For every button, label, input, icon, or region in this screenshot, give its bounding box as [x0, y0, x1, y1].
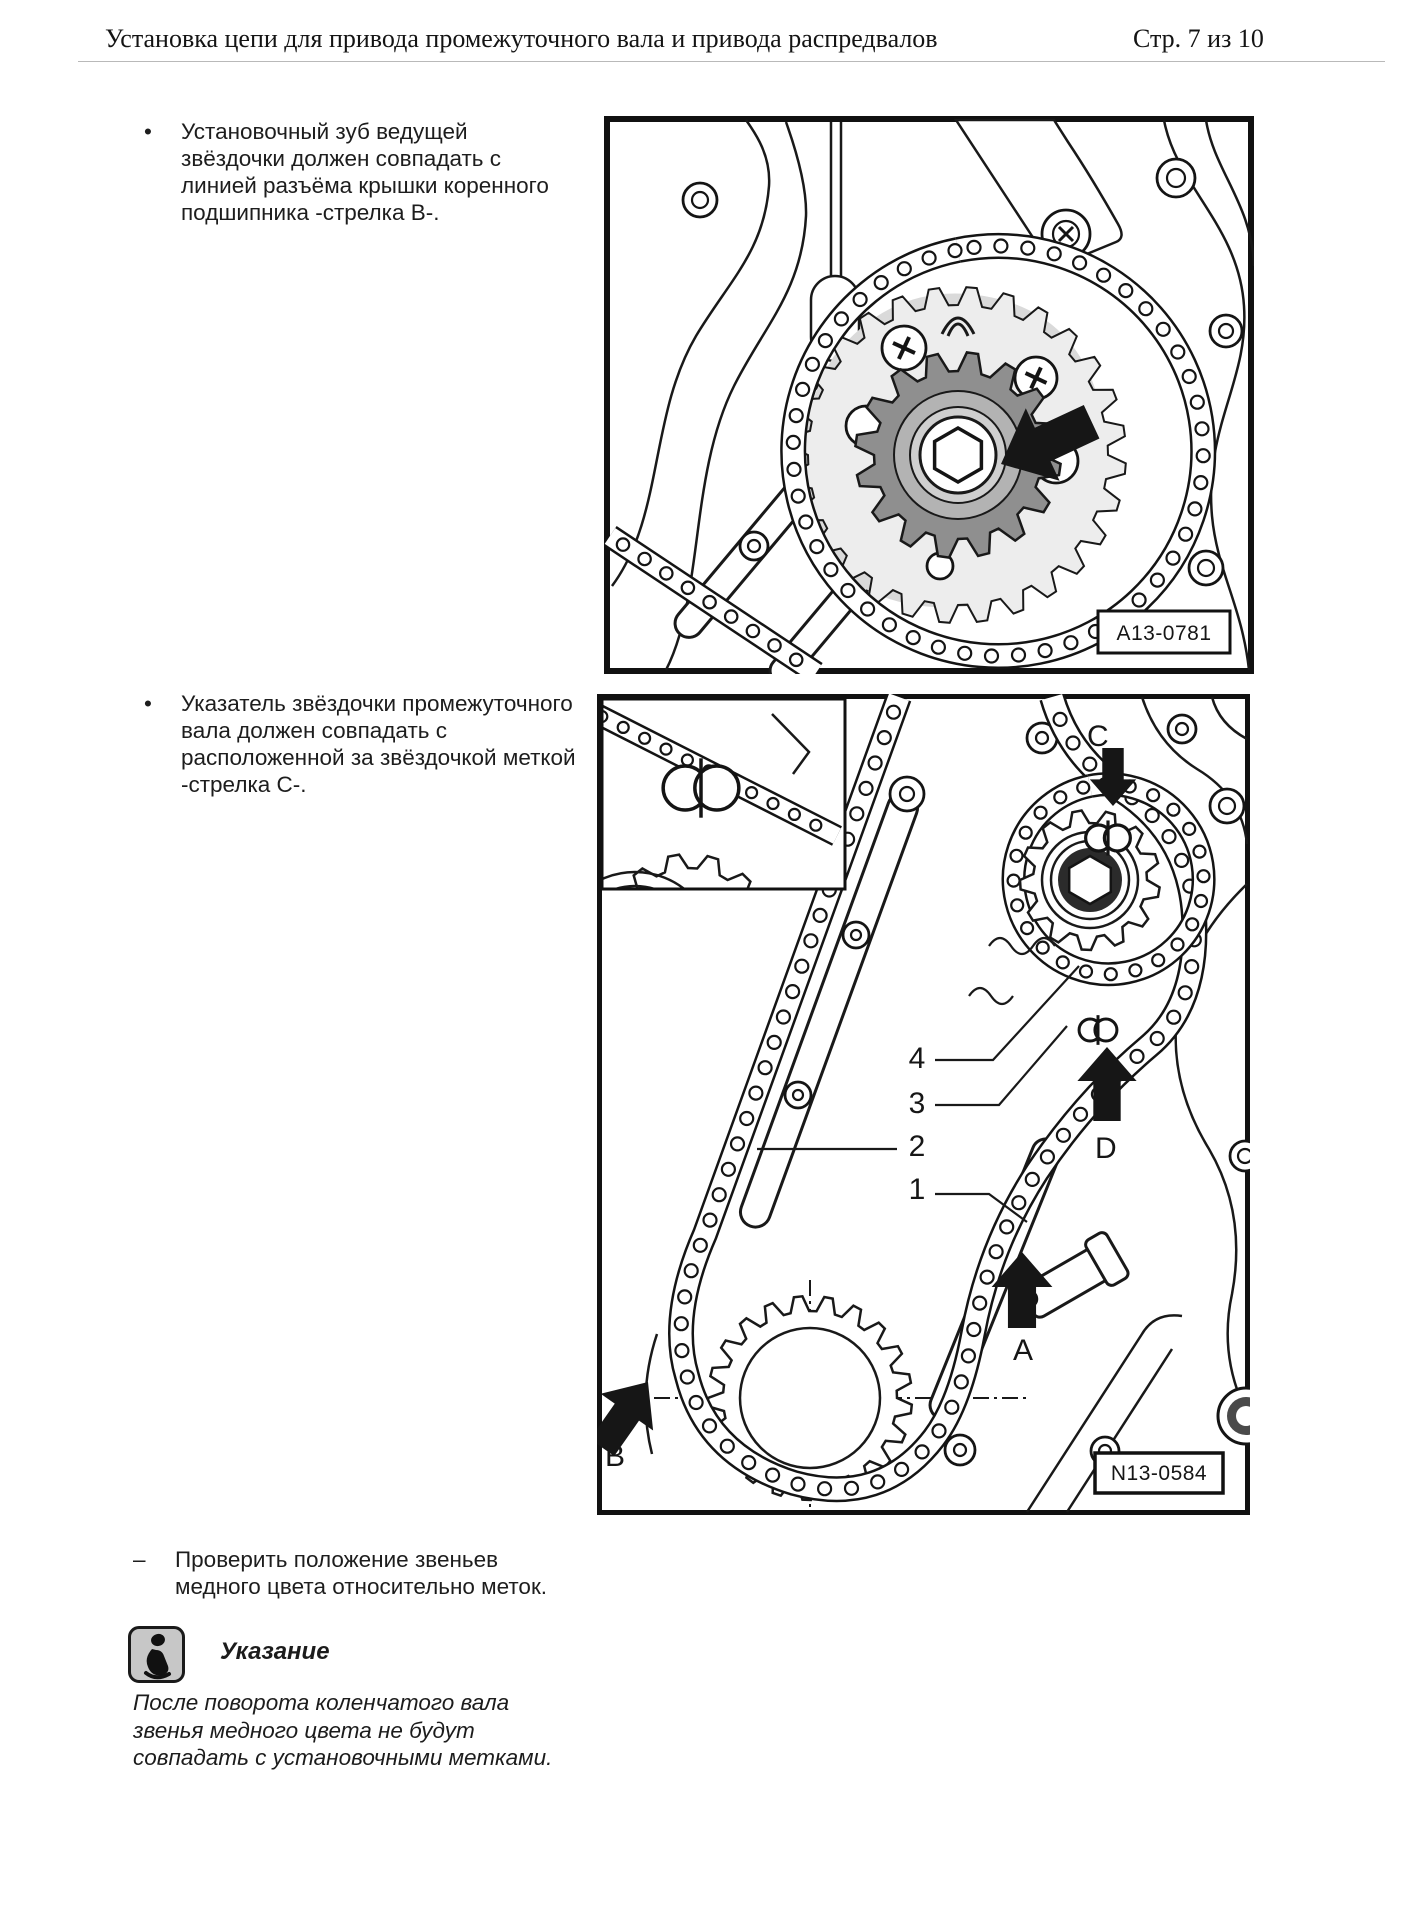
- callout-d-label: D: [1095, 1132, 1117, 1165]
- bullet-marker: •: [144, 119, 152, 144]
- page-number: Стр. 7 из 10: [1133, 24, 1264, 53]
- figure-a13-0781: [604, 116, 1254, 674]
- dash-line: медного цвета относительно меток.: [175, 1574, 548, 1599]
- callout-a-label: A: [1013, 1334, 1034, 1367]
- bullet-item: [181, 690, 576, 798]
- figure-id-label: A13-0781: [1116, 622, 1212, 645]
- info-figure-icon: [131, 1629, 182, 1680]
- dash-line: Проверить положение звеньев: [175, 1547, 499, 1572]
- bullet-line: Указатель звёздочки промежуточного: [181, 691, 573, 716]
- callout-4-label: 4: [908, 1042, 926, 1075]
- note-heading: Указание: [220, 1638, 330, 1665]
- note-body-line: совпадать с установочными метками.: [133, 1745, 553, 1770]
- callout-1-label: 1: [908, 1173, 926, 1206]
- callout-3-label: 3: [908, 1087, 926, 1120]
- callout-b-label: B: [605, 1440, 626, 1473]
- callout-c-label: C: [1087, 720, 1109, 753]
- note-info-icon: [128, 1626, 185, 1683]
- figure-n13-0584: [597, 694, 1250, 1515]
- figure-id-label: N13-0584: [1110, 1462, 1208, 1485]
- bullet-line: вала должен совпадать с: [181, 718, 447, 743]
- callout-2-label: 2: [908, 1130, 926, 1163]
- dash-item: [175, 1546, 547, 1600]
- bullet-item: [181, 118, 549, 226]
- page-title: Установка цепи для привода промежуточного вала и привода распредвалов: [105, 24, 938, 53]
- bullet-line: подшипника -стрелка B-.: [181, 200, 440, 225]
- bullet-marker: •: [144, 691, 152, 716]
- bullet-line: расположенной за звёздочкой меткой: [181, 745, 576, 770]
- header-divider: [78, 61, 1385, 62]
- bullet-line: линией разъёма крышки коренного: [181, 173, 549, 198]
- note-body: [133, 1689, 552, 1772]
- note-body-line: После поворота коленчатого вала: [133, 1690, 510, 1715]
- note-body-line: звенья медного цвета не будут: [133, 1717, 475, 1743]
- bullet-line: Установочный зуб ведущей: [181, 119, 468, 144]
- bullet-line: звёздочки должен совпадать с: [181, 146, 501, 171]
- dash-marker: –: [133, 1547, 146, 1572]
- bullet-line: -стрелка C-.: [181, 772, 307, 797]
